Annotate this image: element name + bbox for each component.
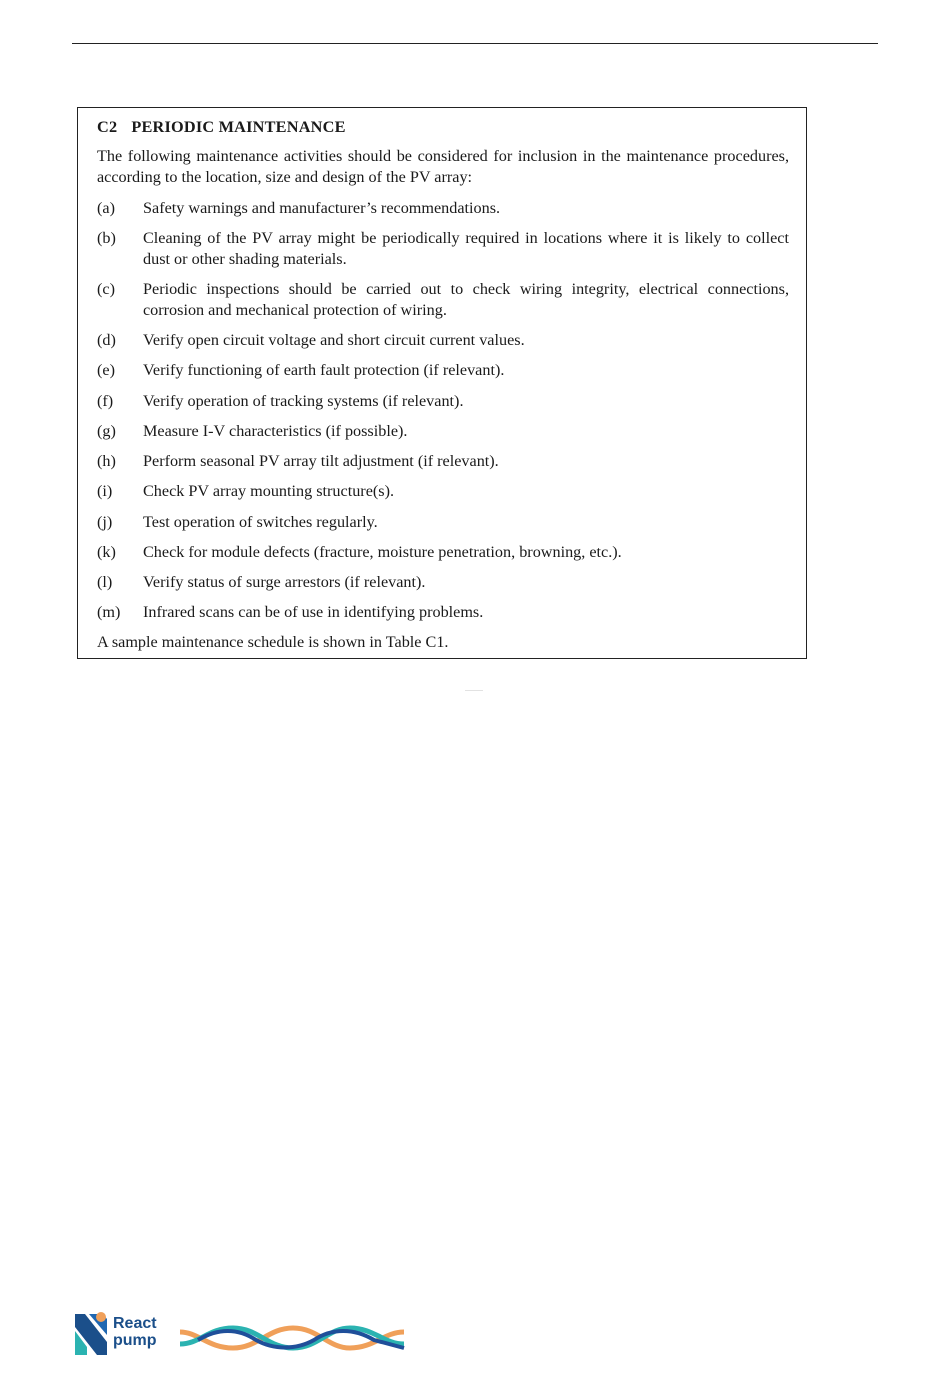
section-title: PERIODIC MAINTENANCE [131, 117, 346, 136]
list-item [97, 481, 789, 502]
list-item [97, 602, 789, 623]
list-item [97, 228, 789, 270]
list-item-text: Cleaning of the PV array might be periodically required in locations where it is likely to collect dust or other shading materials. [143, 229, 789, 268]
list-item-label: (d) [97, 331, 116, 349]
list-item [97, 279, 789, 321]
list-item [97, 451, 789, 472]
list-item-text: Perform seasonal PV array tilt adjustment (if relevant). [143, 452, 499, 470]
list-item [97, 330, 789, 351]
dna-wave-icon [178, 1322, 406, 1352]
list-item-label: (l) [97, 573, 113, 591]
list-item-text: Verify functioning of earth fault protection (if relevant). [143, 361, 505, 379]
list-item [97, 542, 789, 563]
list-item-text: Infrared scans can be of use in identifying problems. [143, 603, 484, 621]
list-item-text: Test operation of switches regularly. [143, 513, 378, 531]
list-item [97, 360, 789, 381]
page-mark [465, 690, 483, 691]
logo-line-pump: pump [113, 1332, 157, 1349]
list-item-text: Check for module defects (fracture, moisture penetration, browning, etc.). [143, 543, 622, 561]
logo-text [113, 1315, 157, 1349]
section-intro: The following maintenance activities should be considered for inclusion in the maintenance procedures, according to the location, size and design of the PV array: [97, 147, 789, 186]
list-item-label: (g) [97, 422, 116, 440]
list-item [97, 572, 789, 593]
list-item-text: Safety warnings and manufacturer’s recommendations. [143, 199, 501, 217]
list-item [97, 391, 789, 412]
list-item-label: (k) [97, 543, 116, 561]
logo-line-react: React [113, 1315, 157, 1332]
list-item-label: (c) [97, 280, 115, 298]
list-item-text: Measure I-V characteristics (if possible). [143, 422, 408, 440]
list-item-label: (a) [97, 199, 115, 217]
list-item-label: (m) [97, 603, 121, 621]
list-item [97, 512, 789, 533]
list-item-label: (i) [97, 482, 113, 500]
section-outro: A sample maintenance schedule is shown in Table C1. [97, 633, 449, 651]
list-item-text: Check PV array mounting structure(s). [143, 482, 395, 500]
list-item [97, 198, 789, 219]
header-rule [72, 43, 878, 44]
list-item-label: (f) [97, 392, 114, 410]
section-number: C2 [97, 117, 118, 136]
list-item-text: Verify status of surge arrestors (if relevant). [143, 573, 426, 591]
list-item [97, 421, 789, 442]
periodic-maintenance-box [77, 107, 807, 659]
list-item-text: Verify open circuit voltage and short circuit current values. [143, 331, 525, 349]
list-item-label: (e) [97, 361, 115, 379]
list-item-label: (b) [97, 229, 116, 247]
section-heading [97, 117, 346, 137]
list-item-text: Verify operation of tracking systems (if relevant). [143, 392, 464, 410]
list-item-label: (j) [97, 513, 113, 531]
list-item-text: Periodic inspections should be carried out to check wiring integrity, electrical connections, corrosion and mechanical protection of wiring. [143, 280, 789, 319]
list-item-label: (h) [97, 452, 116, 470]
